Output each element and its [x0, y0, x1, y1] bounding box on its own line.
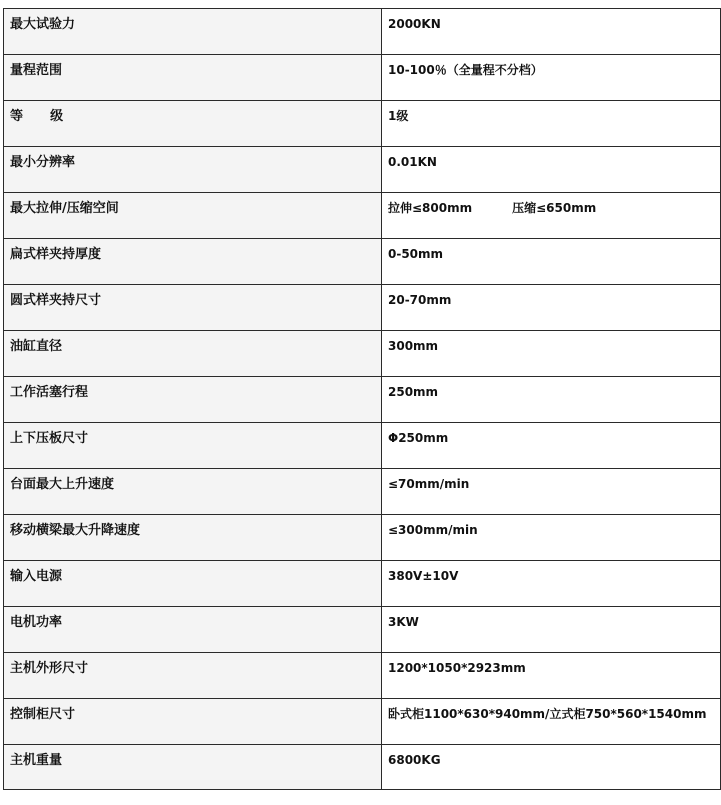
- label-text: 量程范围: [10, 63, 63, 78]
- spec-label-piston-stroke: [4, 377, 382, 423]
- value-text: 250mm: [388, 385, 439, 399]
- label-text: 主机重量: [10, 753, 63, 768]
- spec-value-round-specimen-size: [382, 285, 721, 331]
- spec-value-flat-specimen-thickness: [382, 239, 721, 285]
- spec-label-round-specimen-size: [4, 285, 382, 331]
- spec-value-power-supply: [382, 561, 721, 607]
- table-row: [4, 55, 721, 101]
- table-row: [4, 423, 721, 469]
- label-text: 最大试验力: [10, 17, 76, 32]
- spec-value-piston-stroke: [382, 377, 721, 423]
- value-text: 1200*1050*2923mm: [388, 661, 526, 675]
- spec-label-platen-size: [4, 423, 382, 469]
- spec-value-platen-size: [382, 423, 721, 469]
- spec-label-main-unit-dimensions: [4, 653, 382, 699]
- label-text: 等 级: [10, 109, 64, 124]
- spec-value-crossbeam-speed: [382, 515, 721, 561]
- compression-value: 压缩≤650mm: [512, 201, 597, 215]
- table-row: [4, 193, 721, 239]
- label-text: 圆式样夹持尺寸: [10, 293, 102, 308]
- tension-value: 拉伸≤800mm: [388, 201, 473, 215]
- table-row: [4, 699, 721, 745]
- value-text: 380V±10V: [388, 569, 459, 583]
- spec-label-power-supply: [4, 561, 382, 607]
- value-text: 卧式柜1100*630*940mm/立式柜750*560*1540mm: [388, 707, 707, 721]
- table-row: [4, 377, 721, 423]
- table-row: [4, 745, 721, 790]
- value-text: 300mm: [388, 339, 439, 353]
- spec-label-flat-specimen-thickness: [4, 239, 382, 285]
- spec-value-table-rise-speed: [382, 469, 721, 515]
- spec-label-crossbeam-speed: [4, 515, 382, 561]
- value-text: 20-70mm: [388, 293, 452, 307]
- spec-value-control-cabinet-size: [382, 699, 721, 745]
- value-text: 2000KN: [388, 17, 441, 31]
- value-text: [388, 193, 720, 215]
- value-text: 0.01KN: [388, 155, 437, 169]
- table-row: [4, 147, 721, 193]
- value-text: ≤300mm/min: [388, 523, 478, 537]
- table-row: [4, 285, 721, 331]
- label-text: 上下压板尺寸: [10, 431, 89, 446]
- value-text: 10-100％（全量程不分档）: [388, 63, 543, 77]
- label-text: 最小分辨率: [10, 155, 76, 170]
- spec-value-cylinder-diameter: [382, 331, 721, 377]
- label-text: 台面最大上升速度: [10, 477, 115, 492]
- spec-label-table-rise-speed: [4, 469, 382, 515]
- label-text: 工作活塞行程: [10, 385, 89, 400]
- spec-label-tension-compression-space: [4, 193, 382, 239]
- spec-value-motor-power: [382, 607, 721, 653]
- table-row: [4, 653, 721, 699]
- label-text: 电机功率: [10, 615, 63, 630]
- label-text: 油缸直径: [10, 339, 63, 354]
- label-text: 移动横梁最大升降速度: [10, 523, 141, 538]
- value-text: 1级: [388, 109, 409, 123]
- spec-value-main-unit-weight: [382, 745, 721, 790]
- label-text: 控制柜尺寸: [10, 707, 76, 722]
- spec-value-max-test-force: [382, 9, 721, 55]
- value-text: 6800KG: [388, 753, 441, 767]
- label-text: 扁式样夹持厚度: [10, 247, 102, 262]
- spec-label-motor-power: [4, 607, 382, 653]
- spec-value-grade: [382, 101, 721, 147]
- table-row: [4, 515, 721, 561]
- spec-label-main-unit-weight: [4, 745, 382, 790]
- value-text: 0-50mm: [388, 247, 444, 261]
- value-text: ≤70mm/min: [388, 477, 470, 491]
- spec-label-cylinder-diameter: [4, 331, 382, 377]
- table-row: [4, 561, 721, 607]
- spec-value-range: [382, 55, 721, 101]
- spec-value-resolution: [382, 147, 721, 193]
- spec-label-max-test-force: [4, 9, 382, 55]
- spec-label-range: [4, 55, 382, 101]
- table-row: [4, 239, 721, 285]
- spec-label-grade: [4, 101, 382, 147]
- spec-value-tension-compression-space: [382, 193, 721, 239]
- table-row: [4, 9, 721, 55]
- table-row: [4, 469, 721, 515]
- value-text: Φ250mm: [388, 431, 449, 445]
- table-row: [4, 331, 721, 377]
- table-row: [4, 101, 721, 147]
- value-text: 3KW: [388, 615, 419, 629]
- spec-label-resolution: [4, 147, 382, 193]
- table-row: [4, 607, 721, 653]
- label-text: 主机外形尺寸: [10, 661, 89, 676]
- spec-label-control-cabinet-size: [4, 699, 382, 745]
- spec-value-main-unit-dimensions: [382, 653, 721, 699]
- label-text: 输入电源: [10, 569, 63, 584]
- spec-table: [3, 8, 721, 790]
- label-text: 最大拉伸/压缩空间: [10, 201, 119, 216]
